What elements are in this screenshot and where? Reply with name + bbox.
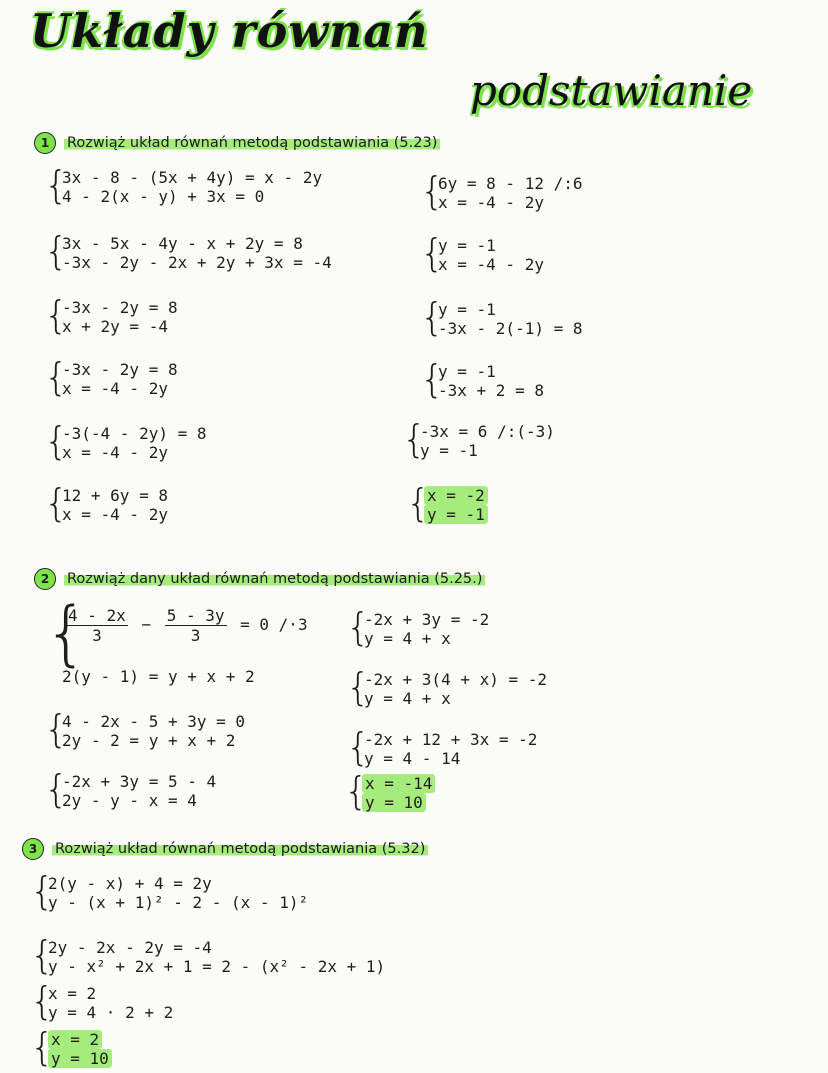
solution-x: x = -14 — [362, 774, 435, 793]
equation: x + 2y = -4 — [62, 317, 168, 336]
task-number: 2 — [34, 568, 56, 590]
numerator: { 4 - 2x — [68, 606, 126, 625]
equation: { -3x - 2y = 8 — [62, 360, 178, 379]
equation-system — [30, 984, 173, 1022]
numerator: 5 - 3y — [166, 606, 225, 625]
equation-system — [44, 486, 168, 524]
task-instruction: Rozwiąż układ równań metodą podstawiania (5.23) — [64, 135, 440, 151]
equation-system — [44, 234, 332, 272]
equation: y = 4 + x — [364, 629, 451, 648]
equation-system — [346, 670, 547, 708]
equation: { 3x - 8 - (5x + 4y) = x - 2y — [62, 168, 323, 187]
denominator: 3 — [92, 626, 102, 645]
equation: -3x - 2(-1) = 8 — [438, 319, 583, 338]
equation: 4 - 2(x - y) + 3x = 0 — [62, 187, 265, 206]
equation: y - x² + 2x + 1 = 2 - (x² - 2x + 1) — [48, 957, 386, 976]
equation: y = 4 · 2 + 2 — [48, 1003, 174, 1022]
equation: { y = -1 — [438, 362, 496, 381]
solution-x: x = 2 — [48, 1030, 102, 1049]
solution-y: y = 10 — [362, 793, 426, 812]
fraction — [66, 606, 128, 645]
equation: x = -4 - 2y — [438, 193, 544, 212]
task-instruction: Rozwiąż dany układ równań metodą podstawiania (5.25.) — [64, 571, 485, 587]
solution-y: y = 10 — [48, 1049, 112, 1068]
task-1-header — [34, 132, 440, 154]
equation: 2(y - 1) = y + x + 2 — [62, 667, 255, 686]
equation-system — [44, 168, 322, 206]
equation: x = -4 - 2y — [62, 379, 168, 398]
solution-system — [344, 774, 435, 812]
equation: 2y - 2 = y + x + 2 — [62, 731, 236, 750]
equation: y = 4 - 14 — [364, 749, 461, 768]
equation-system — [44, 712, 245, 750]
solution-system — [406, 486, 488, 524]
equation: { -2x + 12 + 3x = -2 — [364, 730, 538, 749]
solution-x: x = -2 — [424, 486, 488, 505]
equation: x = -4 - 2y — [62, 443, 168, 462]
solution-system — [30, 1030, 112, 1068]
equation-system — [420, 300, 583, 338]
equation-system — [44, 360, 178, 398]
equation: { x = 2 — [48, 984, 97, 1003]
equation: 2y - y - x = 4 — [62, 791, 197, 810]
equation: { -3x - 2y = 8 — [62, 298, 178, 317]
equation-system — [420, 236, 544, 274]
equation: { y = -1 — [438, 300, 496, 319]
equation-system — [402, 422, 555, 460]
equation: { -2x + 3(4 + x) = -2 — [364, 670, 548, 689]
equation: -3x + 2 = 8 — [438, 381, 544, 400]
equation-system — [44, 298, 178, 336]
solution-y: y = -1 — [424, 505, 488, 524]
equation-system — [30, 874, 308, 912]
equation: y = -1 — [420, 441, 478, 460]
equation: { -2x + 3y = -2 — [364, 610, 490, 629]
equation: { 4 - 2x - 5 + 3y = 0 — [62, 712, 246, 731]
task-2-header — [34, 568, 485, 590]
equation: { y = -1 — [438, 236, 496, 255]
equation: { 6y = 8 - 12 /:6 — [438, 174, 583, 193]
denominator: 3 — [190, 626, 201, 645]
equation: { -3x = 6 /:(-3) — [420, 422, 555, 441]
equation-system — [30, 938, 385, 976]
task-number: 3 — [22, 838, 44, 860]
equation-system — [44, 772, 216, 810]
equation: x = -4 - 2y — [438, 255, 544, 274]
equation: y = 4 + x — [364, 689, 451, 708]
equation: -3x - 2y - 2x + 2y + 3x = -4 — [62, 253, 332, 272]
page-subtitle: podstawianie — [470, 66, 753, 115]
task-instruction: Rozwiąż układ równań metodą podstawiania (5.32) — [52, 841, 428, 857]
equation-rhs: = 0 /·3 — [240, 615, 308, 634]
page-title: Układy równań — [30, 4, 429, 58]
equation-system — [44, 424, 207, 462]
equation: { 2y - 2x - 2y = -4 — [48, 938, 212, 957]
equation: { -2x + 3y = 5 - 4 — [62, 772, 217, 791]
equation: { 2(y - x) + 4 = 2y — [48, 874, 212, 893]
equation: x = -4 - 2y — [62, 505, 168, 524]
equation-system — [346, 610, 489, 648]
equation-system — [420, 174, 583, 212]
task-3-header — [22, 838, 428, 860]
task-number: 1 — [34, 132, 56, 154]
equation: { 12 + 6y = 8 — [62, 486, 168, 505]
equation: y - (x + 1)² - 2 - (x - 1)² — [48, 893, 309, 912]
equation-system — [420, 362, 544, 400]
equation-system — [346, 730, 537, 768]
equation: { 3x - 5x - 4y - x + 2y = 8 — [62, 234, 303, 253]
equation-system: { $\frac{4 - 2x}{3}$ − $\frac{5 - 3y}{3}$ = 0 /·3 2(y - 1) = y + x + 2 — [44, 606, 308, 686]
fraction — [165, 606, 227, 645]
equation: { -3(-4 - 2y) = 8 — [62, 424, 207, 443]
